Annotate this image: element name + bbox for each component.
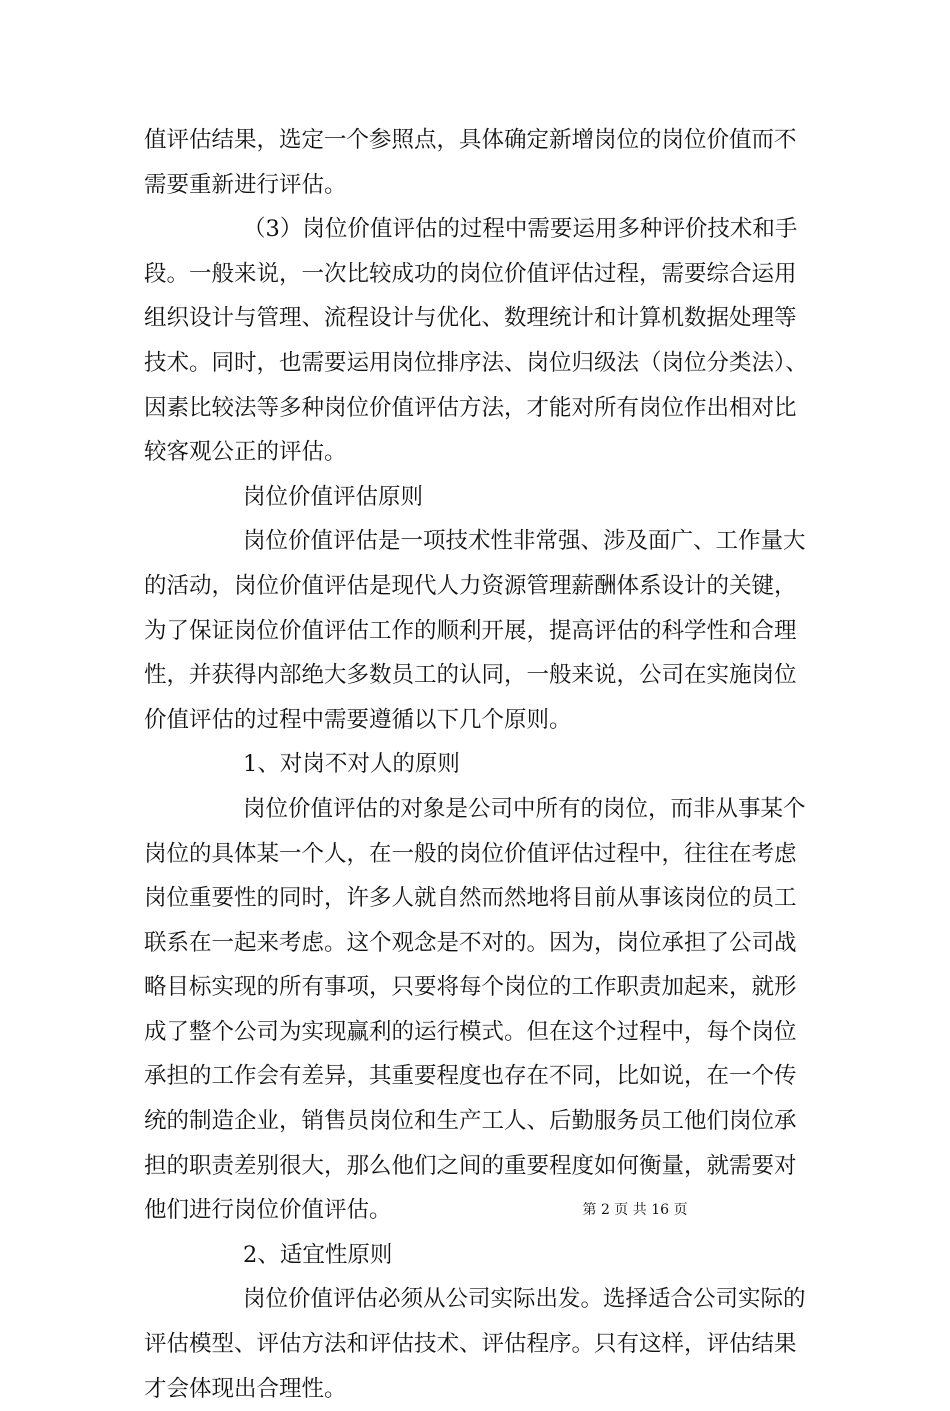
text-line: 的活动，岗位价值评估是现代人力资源管理薪酬体系设计的关键， [144,572,797,599]
text-line: 评估模型、评估方法和评估技术、评估程序。只有这样，评估结果 [144,1331,797,1358]
text-line: 才会体现出合理性。 [144,1375,347,1402]
text-line: 担的职责差别很大，那么他们之间的重要程度如何衡量，就需要对 [144,1152,797,1179]
text-line: 岗位价值评估原则 [243,483,424,510]
text-line: 2、适宜性原则 [243,1241,393,1268]
text-line: 他们进行岗位价值评估。 [144,1197,392,1224]
text-line: 岗位价值评估必须从公司实际出发。选择适合公司实际的 [243,1286,806,1313]
text-line: 岗位价值评估的对象是公司中所有的岗位，而非从事某个 [243,795,806,822]
page-footer [0,1200,950,1220]
text-line: 岗位的具体某一个人，在一般的岗位价值评估过程中，往往在考虑 [144,840,797,867]
text-line: 较客观公正的评估。 [144,439,347,466]
page-number: 第 2 页 共 16 页 [582,1202,688,1218]
text-line: 技术。同时，也需要运用岗位排序法、岗位归级法（岗位分类法）、 [144,349,808,376]
text-line: 组织设计与管理、流程设计与优化、数理统计和计算机数据处理等 [144,305,797,332]
text-line: 值评估结果，选定一个参照点，具体确定新增岗位的岗位价值而不 [144,127,797,153]
text-line: 略目标实现的所有事项，只要将每个岗位的工作职责加起来，就形 [144,974,797,1001]
text-line: 岗位价值评估是一项技术性非常强、涉及面广、工作量大 [243,528,806,555]
text-line: 承担的工作会有差异，其重要程度也存在不同，比如说，在一个传 [144,1063,797,1090]
text-line: 成了整个公司为实现赢利的运行模式。但在这个过程中，每个岗位 [144,1018,797,1045]
text-line: 1、对岗不对人的原则 [243,751,460,778]
text-line: 联系在一起来考虑。这个观念是不对的。因为，岗位承担了公司战 [144,929,797,956]
text-line: 价值评估的过程中需要遵循以下几个原则。 [144,706,572,733]
text-line: 需要重新进行评估。 [144,171,347,198]
text-line: 性，并获得内部绝大多数员工的认同，一般来说，公司在实施岗位 [144,662,797,689]
text-line: 为了保证岗位价值评估工作的顺利开展，提高评估的科学性和合理 [144,617,797,644]
text-line: 统的制造企业，销售员岗位和生产工人、后勤服务员工他们岗位承 [144,1108,797,1135]
text-line: （3）岗位价值评估的过程中需要运用多种评价技术和手 [243,216,798,243]
text-line: 岗位重要性的同时，许多人就自然而然地将目前从事该岗位的员工 [144,885,797,912]
text-line: 段。一般来说，一次比较成功的岗位价值评估过程，需要综合运用 [144,260,797,287]
text-line: 因素比较法等多种岗位价值评估方法，才能对所有岗位作出相对比 [144,394,797,421]
